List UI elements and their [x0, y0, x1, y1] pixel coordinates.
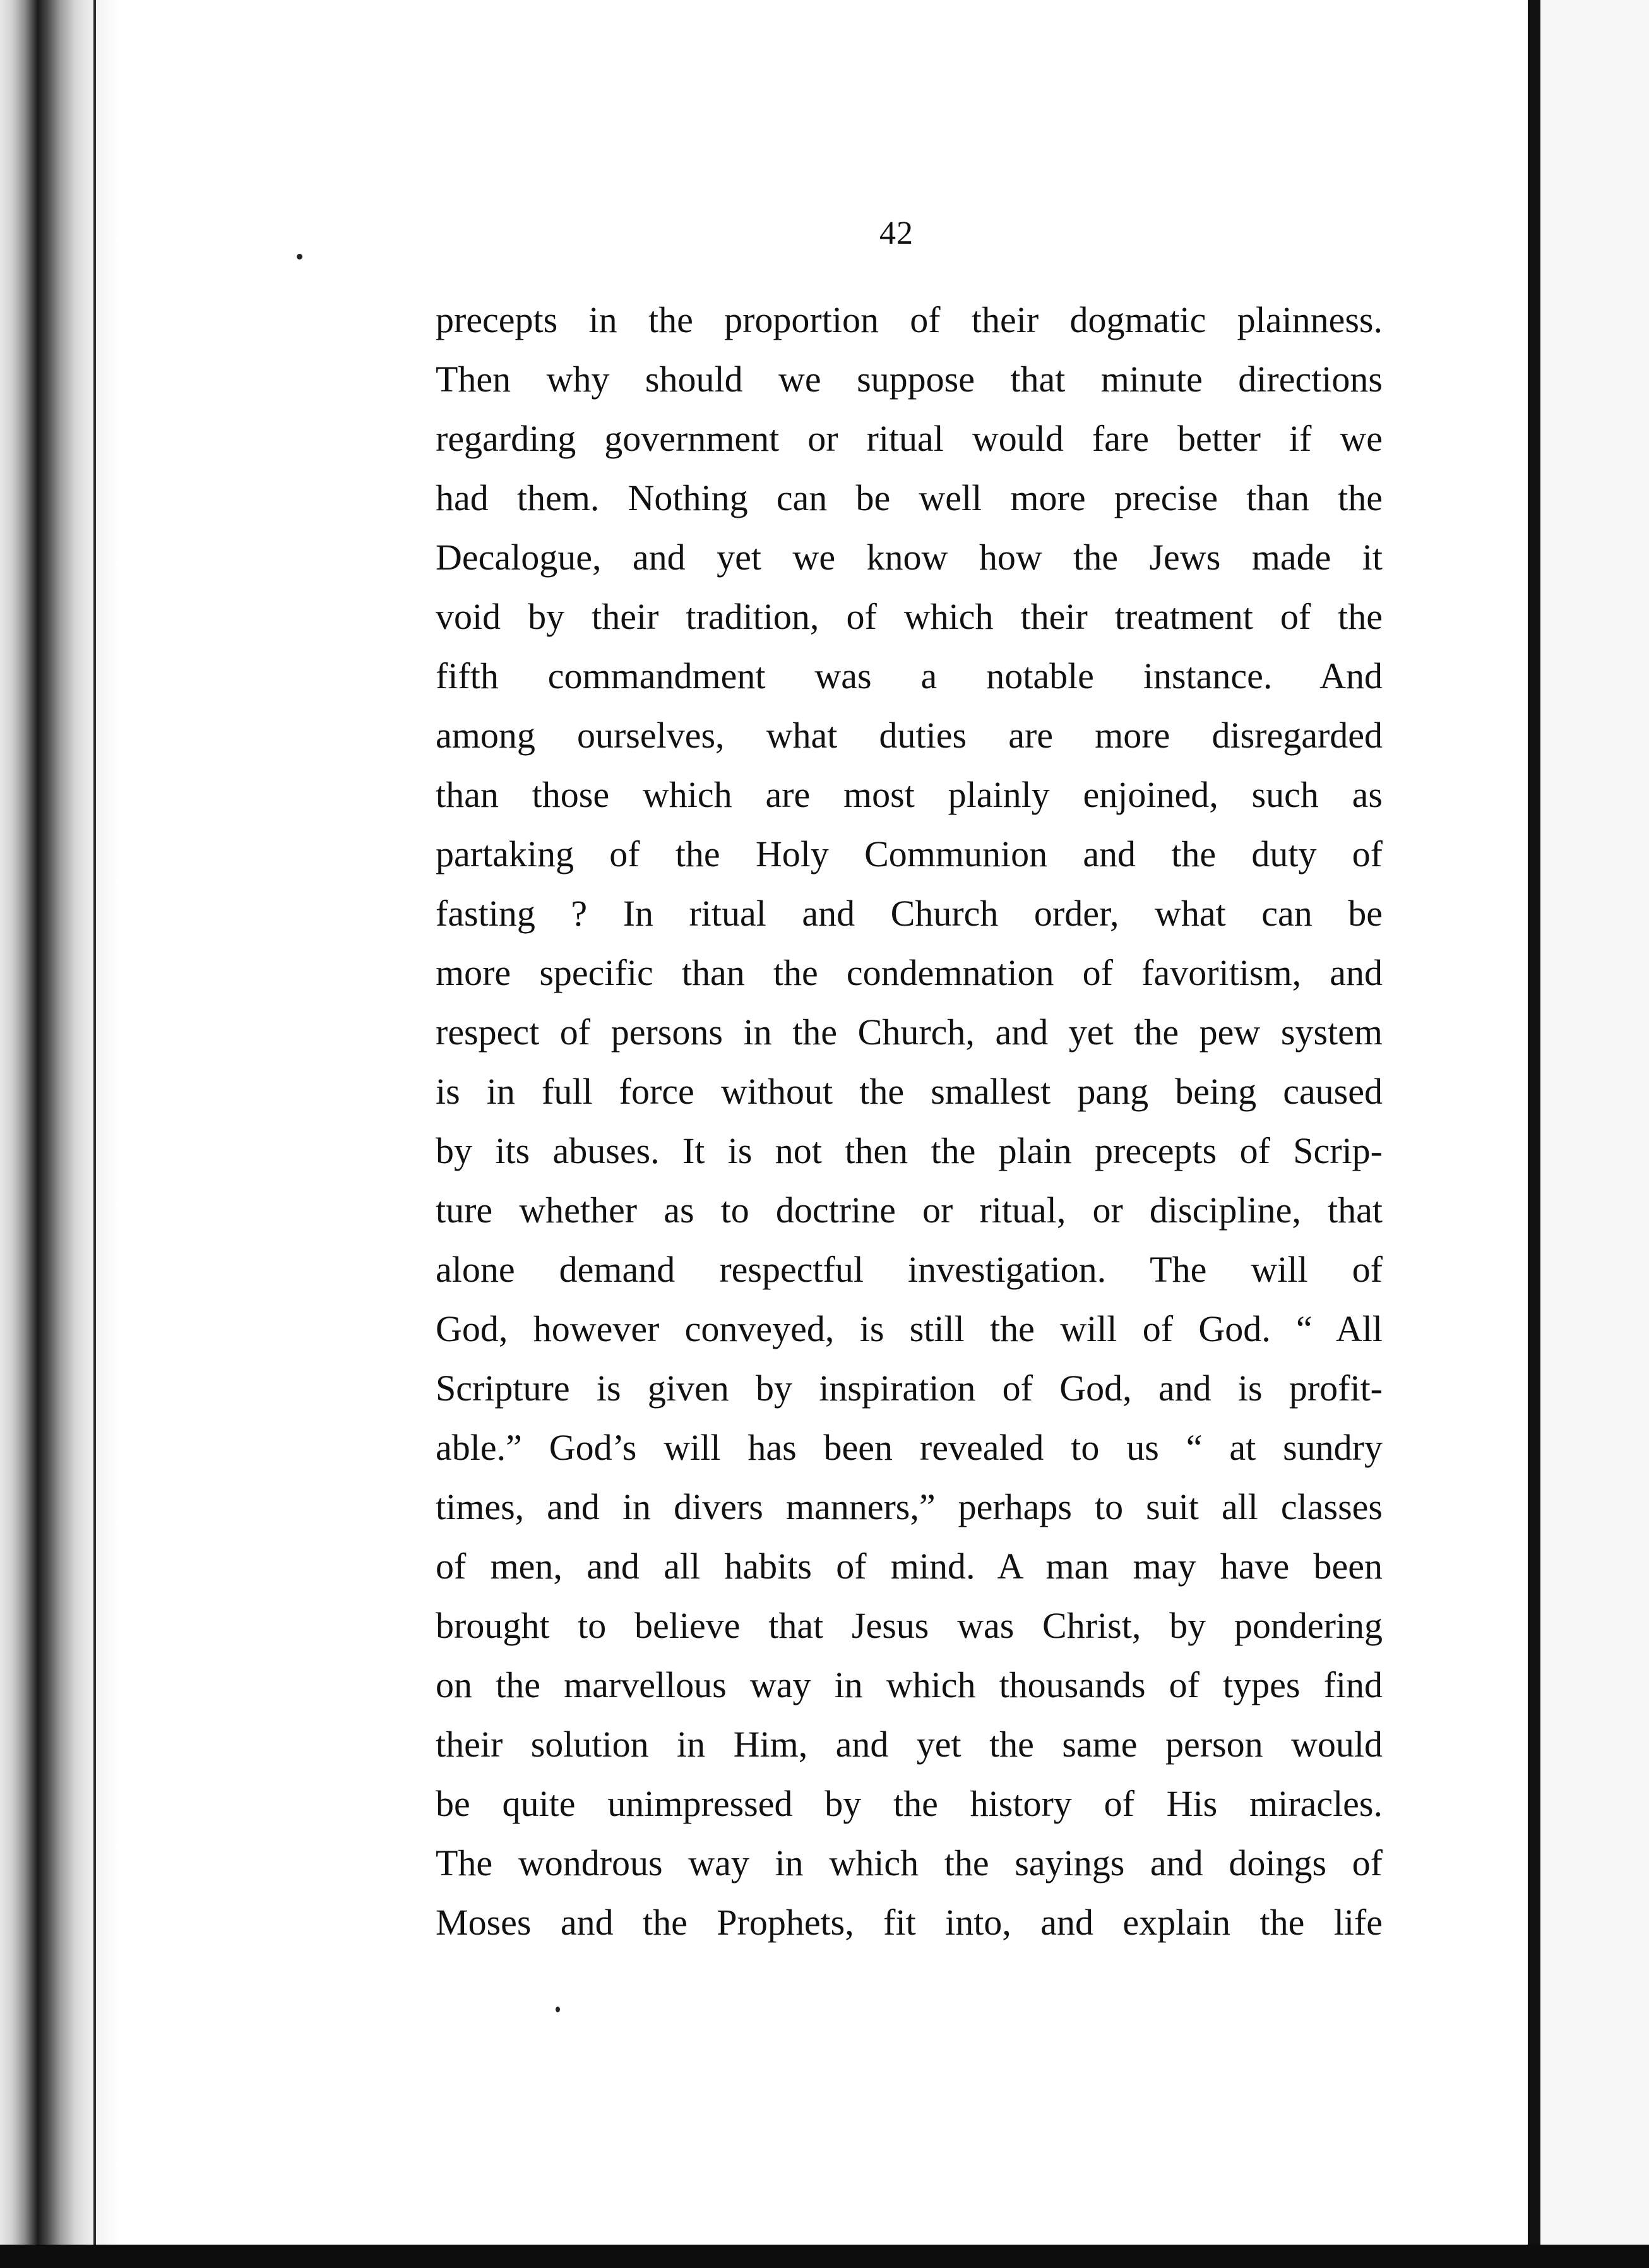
- text-line: of men, and all habits of mind. A man may have been: [436, 1546, 1383, 1587]
- right-page-margin: [1540, 0, 1649, 2268]
- text-line: fasting ? In ritual and Church order, what can be: [436, 893, 1383, 934]
- bottom-scan-edge: [0, 2245, 1649, 2268]
- text-line: is in full force without the smallest pang being caused: [436, 1071, 1383, 1112]
- text-line: The wondrous way in which the sayings and doings of: [436, 1842, 1383, 1883]
- text-line: by its abuses. It is not then the plain precepts of Scrip-: [436, 1130, 1383, 1171]
- body-text: [436, 290, 1383, 1952]
- text-line: fifth commandment was a notable instance. And: [436, 655, 1383, 696]
- text-line: brought to believe that Jesus was Christ, by pondering: [436, 1605, 1383, 1646]
- text-line: had them. Nothing can be well more precise than the: [436, 477, 1383, 518]
- scan-speck: [297, 254, 302, 260]
- text-line: God, however conveyed, is still the will of God. “ All: [436, 1308, 1383, 1349]
- scan-speck: [556, 2007, 560, 2012]
- text-line: regarding government or ritual would fare better if we: [436, 418, 1383, 459]
- text-line: void by their tradition, of which their treatment of the: [436, 596, 1383, 637]
- text-line: precepts in the proportion of their dogmatic plainness.: [436, 299, 1383, 340]
- text-line: Then why should we suppose that minute directions: [436, 359, 1383, 400]
- text-line: Moses and the Prophets, fit into, and explain the life: [436, 1902, 1383, 1943]
- text-line: on the marvellous way in which thousands of types find: [436, 1664, 1383, 1705]
- text-line: partaking of the Holy Communion and the duty of: [436, 833, 1383, 874]
- text-line: among ourselves, what duties are more disregarded: [436, 715, 1383, 756]
- right-binding-edge: [1528, 0, 1540, 2268]
- text-line: more specific than the condemnation of favoritism, and: [436, 952, 1383, 993]
- text-line: than those which are most plainly enjoined, such as: [436, 774, 1383, 815]
- book-gutter: [0, 0, 120, 2268]
- text-line: Decalogue, and yet we know how the Jews made it: [436, 537, 1383, 578]
- text-line: ture whether as to doctrine or ritual, or discipline, that: [436, 1190, 1383, 1231]
- text-line: able.” God’s will has been revealed to us “ at sundry: [436, 1427, 1383, 1468]
- text-line: Scripture is given by inspiration of God, and is profit-: [436, 1368, 1383, 1409]
- text-line: respect of persons in the Church, and yet the pew system: [436, 1012, 1383, 1053]
- gutter-shadow: [93, 0, 96, 2268]
- text-line: times, and in divers manners,” perhaps to suit all classes: [436, 1486, 1383, 1527]
- page-number: 42: [879, 215, 914, 251]
- text-line: their solution in Him, and yet the same person would: [436, 1724, 1383, 1765]
- text-line: alone demand respectful investigation. The will of: [436, 1249, 1383, 1290]
- text-line: be quite unimpressed by the history of His miracles.: [436, 1783, 1383, 1824]
